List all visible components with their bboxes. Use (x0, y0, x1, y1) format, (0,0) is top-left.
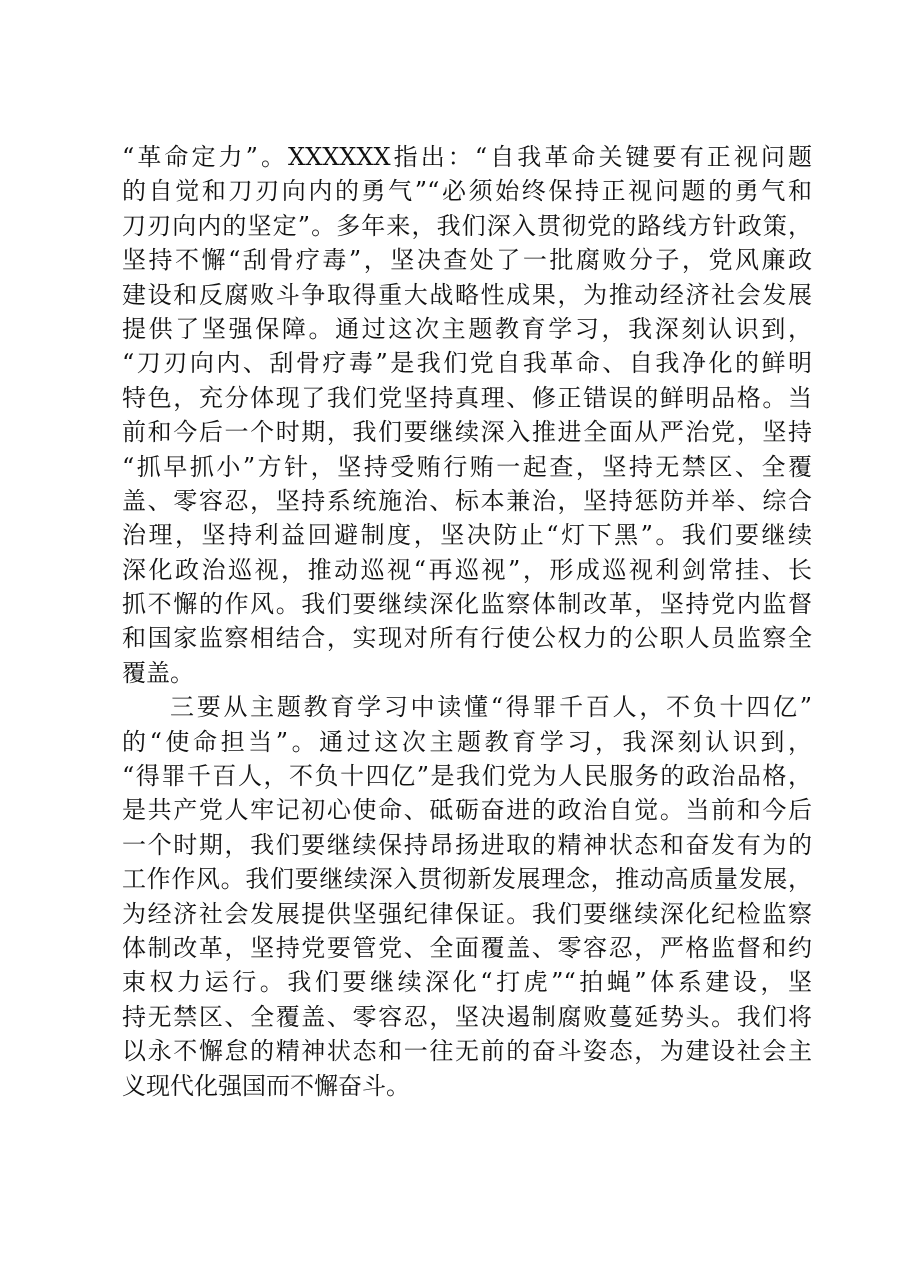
text-line: 盖、零容忍，坚持系统施治、标本兼治，坚持惩防并举、综合 (122, 486, 812, 515)
text-line: “得罪千百人，不负十四亿”是我们党为人民服务的政治品格， (122, 762, 812, 791)
text-line: 的“使命担当”。通过这次主题教育学习，我深刻认识到， (122, 727, 812, 756)
text-line: 坚持不懈“刮骨疗毒”，坚决查处了一批腐败分子，党风廉政 (122, 246, 812, 275)
text-line: 为经济社会发展提供坚强纪律保证。我们要继续深化纪检监察 (122, 899, 812, 928)
text-line: 是共产党人牢记初心使命、砥砺奋进的政治自觉。当前和今后 (122, 796, 812, 825)
text-line: 束权力运行。我们要继续深化“打虎”“拍蝇”体系建设，坚 (122, 968, 812, 997)
text-line: 以永不懈怠的精神状态和一往无前的奋斗姿态，为建设社会主 (122, 1037, 812, 1066)
text-line: 和国家监察相结合，实现对所有行使公权力的公职人员监察全 (122, 624, 812, 653)
text-line: 深化政治巡视，推动巡视“再巡视”，形成巡视利剑常挂、长 (122, 555, 812, 584)
text-line: 提供了坚强保障。通过这次主题教育学习，我深刻认识到， (122, 314, 812, 343)
document-body (122, 140, 812, 1103)
text-line: “刀刃向内、刮骨疗毒”是我们党自我革命、自我净化的鲜明 (122, 349, 812, 378)
paragraph-1 (122, 140, 812, 690)
text-line: “抓早抓小”方针，坚持受贿行贿一起查，坚持无禁区、全覆 (122, 452, 812, 481)
text-line: 体制改革，坚持党要管党、全面覆盖、零容忍，严格监督和约 (122, 933, 812, 962)
text-line: 工作作风。我们要继续深入贯彻新发展理念，推动高质量发展， (122, 865, 812, 894)
text-line: 持无禁区、全覆盖、零容忍，坚决遏制腐败蔓延势头。我们将 (122, 1002, 812, 1031)
text-line: 的自觉和刀刃向内的勇气”“必须始终保持正视问题的勇气和 (122, 177, 812, 206)
text-line: 一个时期，我们要继续保持昂扬进取的精神状态和奋发有为的 (122, 830, 812, 859)
text-line: 治理，坚持利益回避制度，坚决防止“灯下黑”。我们要继续 (122, 521, 812, 550)
text-line: 三要从主题教育学习中读懂“得罪千百人，不负十四亿” (170, 693, 812, 722)
text-line: 义现代化强国而不懈奋斗。 (122, 1071, 410, 1100)
text-line: 刀刃向内的坚定”。多年来，我们深入贯彻党的路线方针政策， (122, 211, 812, 240)
text-line: 前和今后一个时期，我们要继续深入推进全面从严治党，坚持 (122, 418, 812, 447)
text-line: 抓不懈的作风。我们要继续深化监察体制改革，坚持党内监督 (122, 590, 812, 619)
text-line: 覆盖。 (122, 658, 194, 687)
paragraph-2 (122, 690, 812, 1103)
text-line: 建设和反腐败斗争取得重大战略性成果，为推动经济社会发展 (122, 280, 812, 309)
text-line: “革命定力”。XXXXXX指出：“自我革命关键要有正视问题 (122, 143, 812, 171)
text-line: 特色，充分体现了我们党坚持真理、修正错误的鲜明品格。当 (122, 383, 812, 412)
